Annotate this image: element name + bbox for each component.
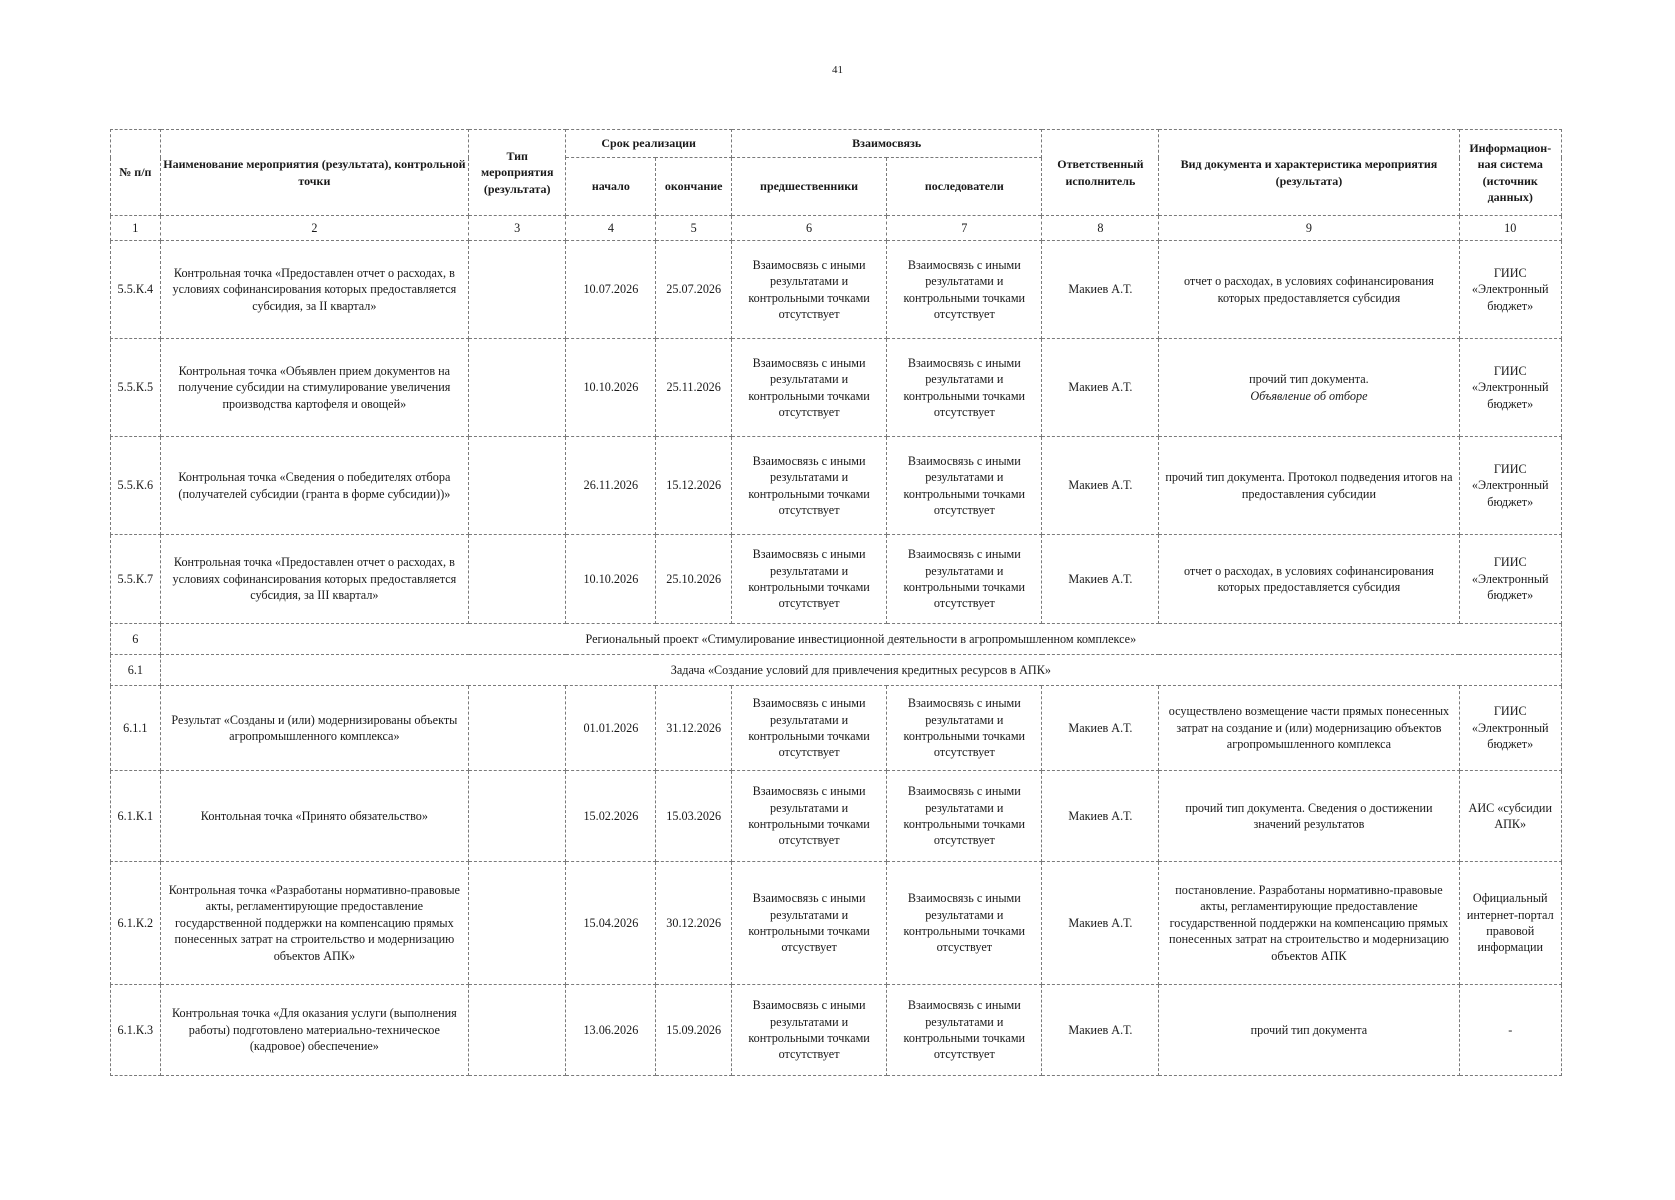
row-pred: Взаимосвязь с иными результатами и контрольными точками отсутствует (731, 985, 886, 1076)
row-name: Результат «Созданы и (или) модернизированы объекты агропромышленного комплекса» (160, 686, 468, 771)
row-doc: осуществлено возмещение части прямых понесенных затрат на создание и (или) модернизацию объектов агропромышленного комплекса (1159, 686, 1459, 771)
row-type (469, 771, 566, 862)
column-number: 9 (1159, 216, 1459, 241)
header-num: № п/п (111, 130, 161, 216)
row-info: АИС «субсидии АПК» (1459, 771, 1562, 862)
row-num: 5.5.К.4 (111, 241, 161, 339)
row-succ: Взаимосвязь с иными результатами и контрольными точками отсутствует (887, 535, 1042, 624)
row-resp: Макиев А.Т. (1042, 771, 1159, 862)
row-succ: Взаимосвязь с иными результатами и контрольными точками отсутствует (887, 686, 1042, 771)
header-name: Наименование мероприятия (результата), контрольной точки (160, 130, 468, 216)
row-end: 25.07.2026 (656, 241, 732, 339)
header-term: Срок реализации (566, 130, 732, 158)
row-doc: отчет о расходах, в условиях софинансирования которых предоставляется субсидия (1159, 535, 1459, 624)
row-resp: Макиев А.Т. (1042, 535, 1159, 624)
row-end: 15.09.2026 (656, 985, 732, 1076)
row-num: 6.1.1 (111, 686, 161, 771)
row-start: 15.02.2026 (566, 771, 656, 862)
row-type (469, 985, 566, 1076)
row-end: 15.12.2026 (656, 437, 732, 535)
row-type (469, 437, 566, 535)
row-resp: Макиев А.Т. (1042, 339, 1159, 437)
header-end: окончание (656, 158, 732, 216)
section-num: 6 (111, 624, 161, 655)
row-doc-note: Объявление об отборе (1250, 388, 1368, 403)
row-resp: Макиев А.Т. (1042, 686, 1159, 771)
column-number: 7 (887, 216, 1042, 241)
table-row (111, 535, 1562, 624)
column-number: 6 (731, 216, 886, 241)
header-info: Информацион-ная система (источник данных) (1459, 130, 1562, 216)
row-info: Официальный интернет-портал правовой информации (1459, 862, 1562, 985)
row-name: Контрольная точка «Для оказания услуги (выполнения работы) подготовлено материально-техническое (кадровое) обеспечение» (160, 985, 468, 1076)
row-name: Контрольная точка «Сведения о победителях отбора (получателей субсидии (гранта в форме субсидии))» (160, 437, 468, 535)
row-type (469, 339, 566, 437)
table-row (111, 771, 1562, 862)
row-pred: Взаимосвязь с иными результатами и контрольными точками отсутствует (731, 686, 886, 771)
column-number: 10 (1459, 216, 1562, 241)
row-end: 30.12.2026 (656, 862, 732, 985)
row-end: 15.03.2026 (656, 771, 732, 862)
column-number: 1 (111, 216, 161, 241)
row-pred: Взаимосвязь с иными результатами и контрольными точками отсутствует (731, 535, 886, 624)
row-resp: Макиев А.Т. (1042, 862, 1159, 985)
table-row (111, 686, 1562, 771)
column-number: 5 (656, 216, 732, 241)
row-num: 6.1.К.3 (111, 985, 161, 1076)
column-number: 2 (160, 216, 468, 241)
row-type (469, 241, 566, 339)
row-pred: Взаимосвязь с иными результатами и контрольными точками отсутствует (731, 771, 886, 862)
row-pred: Взаимосвязь с иными результатами и контрольными точками отсутствует (731, 339, 886, 437)
row-pred: Взаимосвязь с иными результатами и контрольными точками отсуствует (731, 862, 886, 985)
task-row (111, 655, 1562, 686)
section-title: Региональный проект «Стимулирование инвестиционной деятельности в агропромышленном комплексе» (160, 624, 1561, 655)
column-number: 3 (469, 216, 566, 241)
header-resp: Ответственный исполнитель (1042, 130, 1159, 216)
row-doc-type: прочий тип документа. (1249, 372, 1369, 387)
table-row (111, 437, 1562, 535)
table-row (111, 241, 1562, 339)
table-row (111, 985, 1562, 1076)
row-start: 10.10.2026 (566, 339, 656, 437)
section-row (111, 624, 1562, 655)
row-info: ГИИС «Электронный бюджет» (1459, 686, 1562, 771)
row-name: Контрольная точка «Предоставлен отчет о расходах, в условиях софинансирования которых предоставляется субсидия, за III квартал» (160, 535, 468, 624)
row-succ: Взаимосвязь с иными результатами и контрольными точками отсутствует (887, 241, 1042, 339)
row-num: 5.5.К.6 (111, 437, 161, 535)
row-info: ГИИС «Электронный бюджет» (1459, 535, 1562, 624)
row-succ: Взаимосвязь с иными результатами и контрольными точками отсутствует (887, 437, 1042, 535)
task-title: Задача «Создание условий для привлечения кредитных ресурсов в АПК» (160, 655, 1561, 686)
column-numbers-row (111, 216, 1562, 241)
header-doc: Вид документа и характеристика мероприятия (результата) (1159, 130, 1459, 216)
row-num: 5.5.К.7 (111, 535, 161, 624)
table-row (111, 862, 1562, 985)
row-start: 26.11.2026 (566, 437, 656, 535)
column-number: 4 (566, 216, 656, 241)
row-info: ГИИС «Электронный бюджет» (1459, 339, 1562, 437)
row-type (469, 862, 566, 985)
row-doc: постановление. Разработаны нормативно-правовые акты, регламентирующие предоставление государственной поддержки на компенсацию прямых понесенных затрат на строительство и модернизацию объектов АПК (1159, 862, 1459, 985)
column-number: 8 (1042, 216, 1159, 241)
row-name: Контрольная точка «Разработаны нормативно-правовые акты, регламентирующие предоставление государственной поддержки на компенсацию прямых понесенных затрат на строительство и модернизацию объектов АПК» (160, 862, 468, 985)
row-succ: Взаимосвязь с иными результатами и контрольными точками отсуствует (887, 862, 1042, 985)
row-end: 25.11.2026 (656, 339, 732, 437)
row-num: 5.5.К.5 (111, 339, 161, 437)
header-type: Тип мероприятия (результата) (469, 130, 566, 216)
row-doc (1159, 339, 1459, 437)
row-num: 6.1.К.1 (111, 771, 161, 862)
header-succ: последователи (887, 158, 1042, 216)
row-doc: прочий тип документа. Сведения о достижении значений результатов (1159, 771, 1459, 862)
row-start: 01.01.2026 (566, 686, 656, 771)
row-end: 25.10.2026 (656, 535, 732, 624)
row-info: ГИИС «Электронный бюджет» (1459, 437, 1562, 535)
row-succ: Взаимосвязь с иными результатами и контрольными точками отсутствует (887, 771, 1042, 862)
row-doc: прочий тип документа (1159, 985, 1459, 1076)
row-succ: Взаимосвязь с иными результатами и контрольными точками отсутствует (887, 339, 1042, 437)
plan-table (110, 129, 1562, 1076)
row-num: 6.1.К.2 (111, 862, 161, 985)
task-num: 6.1 (111, 655, 161, 686)
row-name: Контольная точка «Принято обязательство» (160, 771, 468, 862)
row-start: 15.04.2026 (566, 862, 656, 985)
table-row (111, 339, 1562, 437)
header-start: начало (566, 158, 656, 216)
row-info: - (1459, 985, 1562, 1076)
page-number: 41 (832, 64, 843, 76)
row-info: ГИИС «Электронный бюджет» (1459, 241, 1562, 339)
row-doc: прочий тип документа. Протокол подведения итогов на предоставления субсидии (1159, 437, 1459, 535)
row-name: Контрольная точка «Предоставлен отчет о расходах, в условиях софинансирования которых предоставляется субсидия, за II квартал» (160, 241, 468, 339)
row-type (469, 535, 566, 624)
row-start: 13.06.2026 (566, 985, 656, 1076)
row-pred: Взаимосвязь с иными результатами и контрольными точками отсутствует (731, 241, 886, 339)
header-pred: предшественники (731, 158, 886, 216)
row-succ: Взаимосвязь с иными результатами и контрольными точками отсутствует (887, 985, 1042, 1076)
row-resp: Макиев А.Т. (1042, 241, 1159, 339)
row-doc: отчет о расходах, в условиях софинансирования которых предоставляется субсидия (1159, 241, 1459, 339)
row-resp: Макиев А.Т. (1042, 985, 1159, 1076)
row-pred: Взаимосвязь с иными результатами и контрольными точками отсутствует (731, 437, 886, 535)
row-resp: Макиев А.Т. (1042, 437, 1159, 535)
row-start: 10.10.2026 (566, 535, 656, 624)
row-type (469, 686, 566, 771)
header-link: Взаимосвязь (731, 130, 1041, 158)
row-end: 31.12.2026 (656, 686, 732, 771)
row-start: 10.07.2026 (566, 241, 656, 339)
row-name: Контрольная точка «Объявлен прием документов на получение субсидии на стимулирование увеличения производства картофеля и овощей» (160, 339, 468, 437)
